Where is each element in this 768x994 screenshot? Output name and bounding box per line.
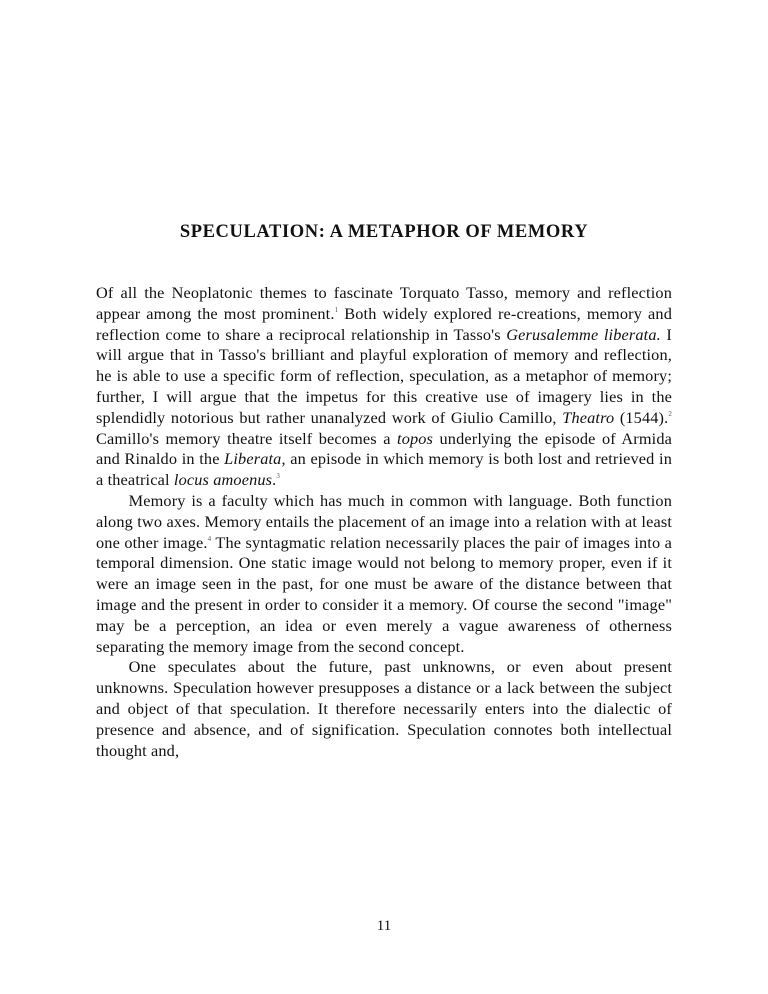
paragraph-2: [96, 491, 672, 657]
p1-text-g: .: [272, 470, 277, 490]
p1-text-e: underlying the episode of Armida and Rinaldo in the: [96, 428, 672, 469]
p1-text-d: Camillo's memory theatre itself becomes a: [96, 428, 398, 448]
p1-text-f: an episode in which memory is both lost and retrieved in a theatrical: [96, 449, 672, 490]
paragraph-1: [96, 283, 672, 491]
p1-text-a: Both widely explored re-creations, memory and reflection come to share a reciprocal relationship in Tasso's: [96, 303, 672, 344]
chapter-title: SPECULATION: A METAPHOR OF MEMORY: [179, 222, 589, 242]
paragraph-3: One speculates about the future, past unknowns, or even about present unknowns. Speculation however presupposes a distance or a lack between the subject and object of that speculation. It therefore necessarily enters into the dialectic of presence and absence, and of signification. Speculation connotes both intellectual thought and,: [96, 657, 672, 760]
footnote-marker-3: 3: [276, 472, 281, 481]
page-number: 11: [376, 918, 392, 934]
work-title-theatro: Theatro: [562, 407, 615, 427]
footnote-marker-4: 4: [207, 534, 212, 543]
p2-sentence-1: Memory is a faculty which has much in common with language. Both function along two axes. Memory entails the placement of an image into a relation with at least one other image.: [96, 490, 672, 552]
p1-text-b: I will argue that in Tasso's brilliant and playful exploration of memory and reflection, he is able to use a specific form of reflection, speculation, as a metaphor of memory; further, I will argue that the impetus for this creative use of imagery lies in the splendidly notorious but rather unanalyzed work of Giulio Camillo,: [96, 324, 672, 427]
p1-sentence-1: Of all the Neoplatonic themes to fascinate Torquato Tasso, memory and reflection appear among the most prominent.: [96, 283, 672, 323]
p1-text-c: (1544).: [614, 407, 669, 427]
term-locus-amoenus: locus amoenus: [173, 470, 273, 490]
p2-text-rest: The syntagmatic relation necessarily places the pair of images into a temporal dimension. One static image would not belong to memory proper, even if it were an image seen in the past, for one must be aware of the distance between that image and the present in order to consider it a memory. Of course the second "image" may be a perception, an idea or even merely a vague awareness of otherness separating the memory image from the second concept.: [96, 532, 672, 656]
work-title-gerusalemme: Gerusalemme liberata.: [506, 324, 661, 344]
footnote-marker-2: 2: [668, 409, 673, 418]
term-topos: topos: [397, 428, 434, 448]
footnote-marker-1: 1: [334, 305, 339, 314]
work-title-liberata: Liberata,: [224, 449, 286, 469]
body-text: [96, 283, 672, 761]
